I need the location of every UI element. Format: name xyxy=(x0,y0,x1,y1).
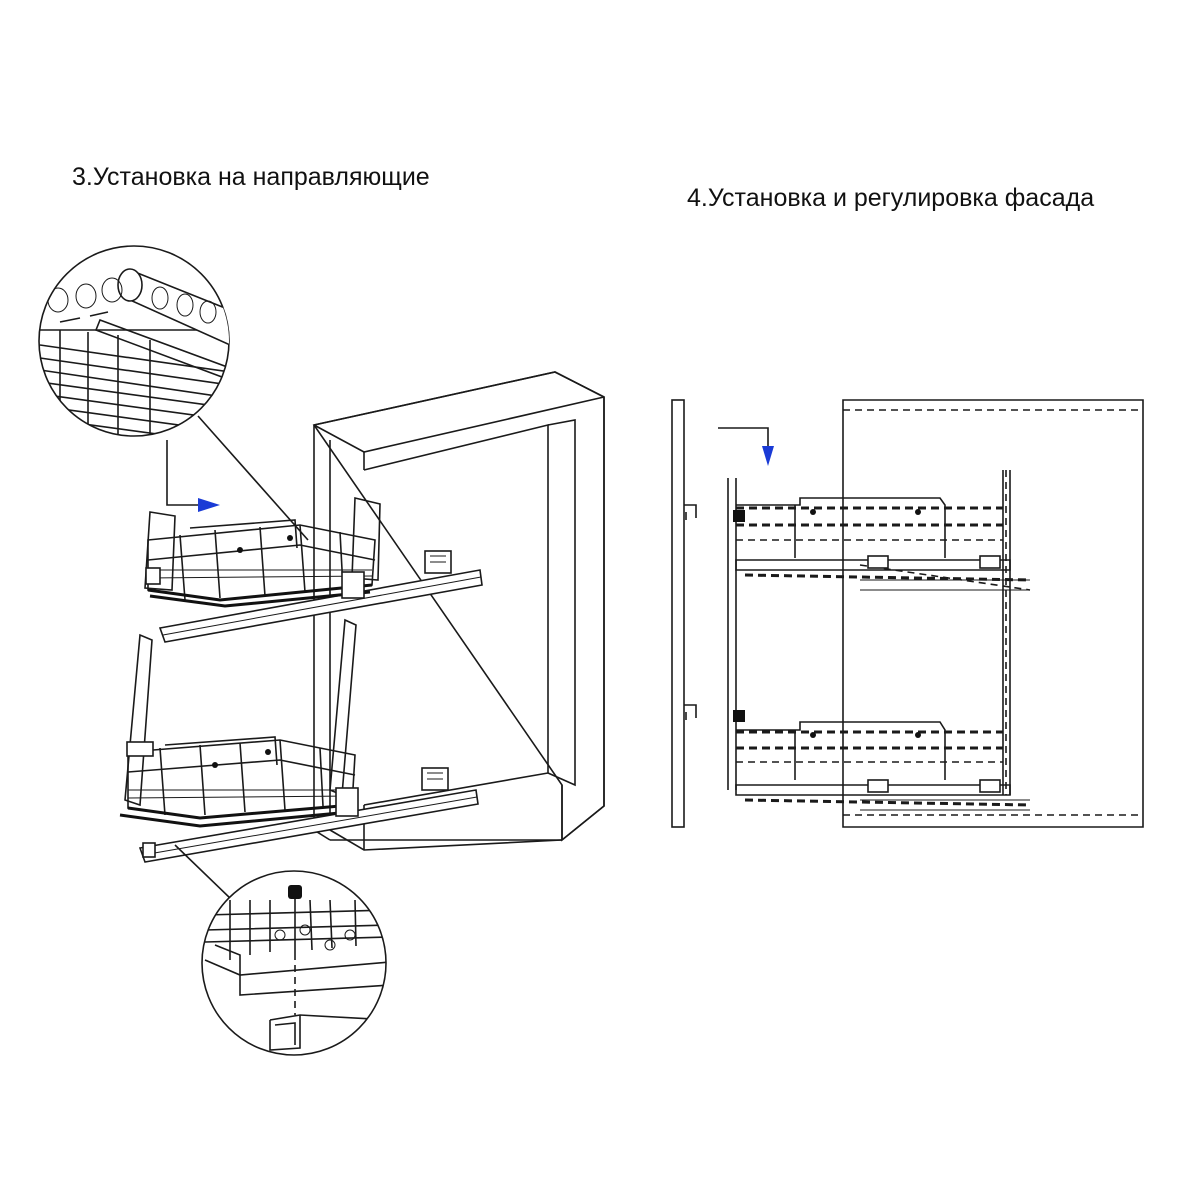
basket-side-view xyxy=(728,470,1030,810)
insert-arrow xyxy=(167,440,220,512)
step3-caption: 3.Установка на направляющие xyxy=(72,163,430,191)
leader-line-top xyxy=(198,416,308,540)
pullout-basket xyxy=(120,498,380,857)
leader-line-bottom xyxy=(175,845,232,900)
detail-circle-bottom xyxy=(202,871,390,1055)
facade-panel xyxy=(672,400,696,827)
adjust-arrow xyxy=(718,428,774,466)
detail-circle-top xyxy=(39,246,230,444)
cabinet-outline-dashed xyxy=(843,400,1143,827)
step4-caption: 4.Установка и регулировка фасада xyxy=(687,184,1095,212)
cabinet-frame xyxy=(314,372,604,850)
